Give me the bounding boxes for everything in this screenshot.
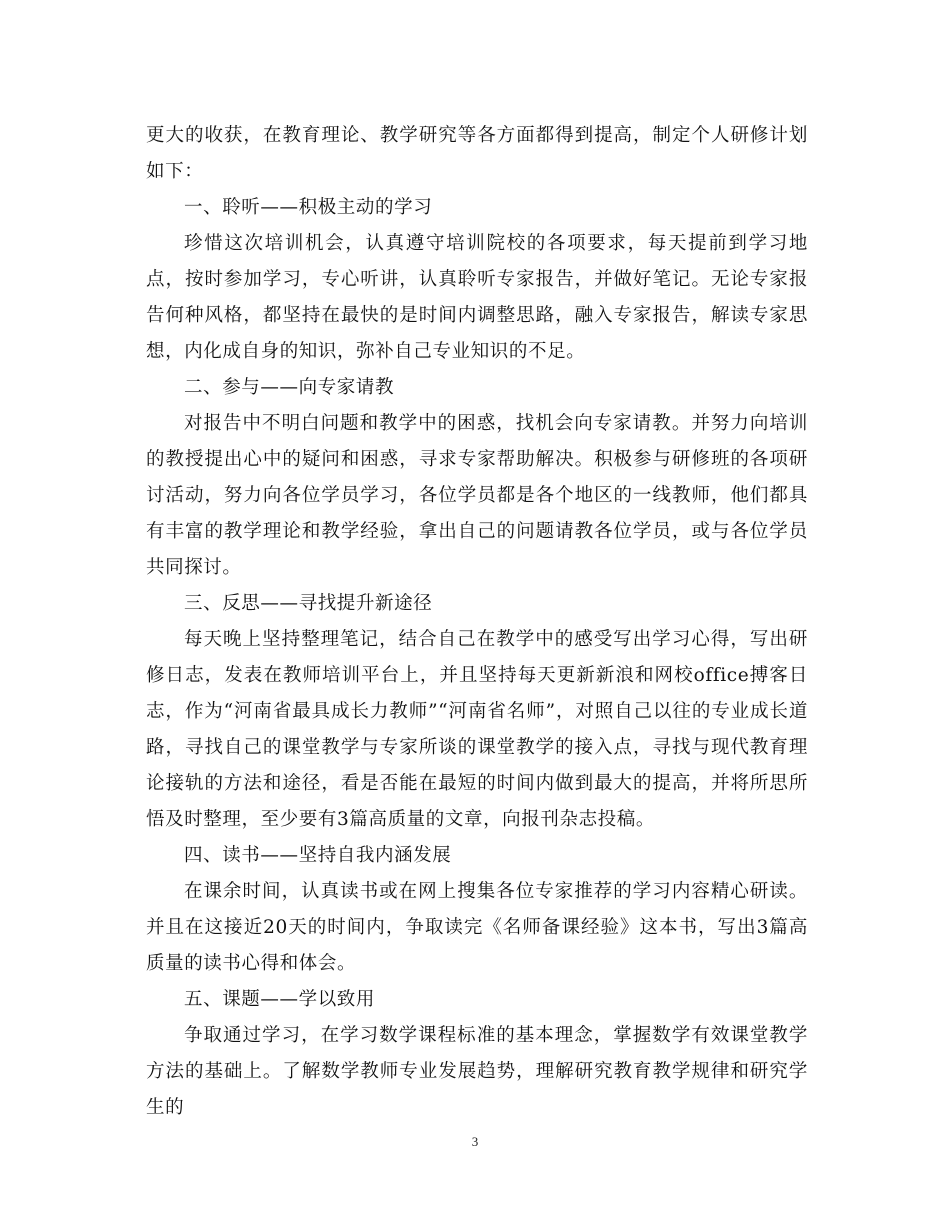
section-heading-4: 四、读书——坚持自我内涵发展 [184, 845, 452, 866]
section-heading-2: 二、参与——向专家请教 [184, 377, 395, 398]
section-body-3: 每天晚上坚持整理笔记，结合自己在教学中的感受写出学习心得，写出研修日志，发表在教师培训平台上，并且坚持每天更新新浪和网校office搏客日志，作为“河南省最具成长力教师”“河南省名师”，对照自己以往的专业成长道路，寻找自己的课堂教学与专家所谈的课堂教学的接入点，寻找与现代教育理论接轨的方法和途径，看是否能在最短的时间内做到最大的提高，并将所思所悟及时整理，至少要有3篇高质量的文章，向报刊杂志投稿。 [146, 629, 808, 830]
section-heading-5: 五、课题——学以致用 [184, 989, 376, 1010]
section-body-4: 在课余时间，认真读书或在网上搜集各位专家推荐的学习内容精心研读。并且在这接近20天的时间内，争取读完《名师备课经验》这本书，写出3篇高质量的读书心得和体会。 [146, 881, 808, 974]
page-number: 3 [471, 1134, 479, 1149]
document-body [146, 118, 808, 1126]
paragraph-intro: 更大的收获，在教育理论、教学研究等各方面都得到提高，制定个人研修计划如下： [146, 125, 808, 182]
section-body-5: 争取通过学习，在学习数学课程标准的基本理念，掌握数学有效课堂教学方法的基础上。了解数学教师专业发展趋势，理解研究教育教学规律和研究学生的 [146, 1025, 808, 1118]
section-body-2: 对报告中不明白问题和教学中的困惑，找机会向专家请教。并努力向培训的教授提出心中的疑问和困惑，寻求专家帮助解决。积极参与研修班的各项研讨活动，努力向各位学员学习，各位学员都是各个地区的一线教师，他们都具有丰富的教学理论和教学经验，拿出自己的问题请教各位学员，或与各位学员共同探讨。 [146, 413, 808, 578]
section-heading-3: 三、反思——寻找提升新途径 [184, 593, 433, 614]
section-body-1: 珍惜这次培训机会，认真遵守培训院校的各项要求，每天提前到学习地点，按时参加学习，专心听讲，认真聆听专家报告，并做好笔记。无论专家报告何种风格，都坚持在最快的是时间内调整思路，融入专家报告，解读专家思想，内化成自身的知识，弥补自己专业知识的不足。 [146, 233, 808, 362]
section-heading-1: 一、聆听——积极主动的学习 [184, 197, 433, 218]
